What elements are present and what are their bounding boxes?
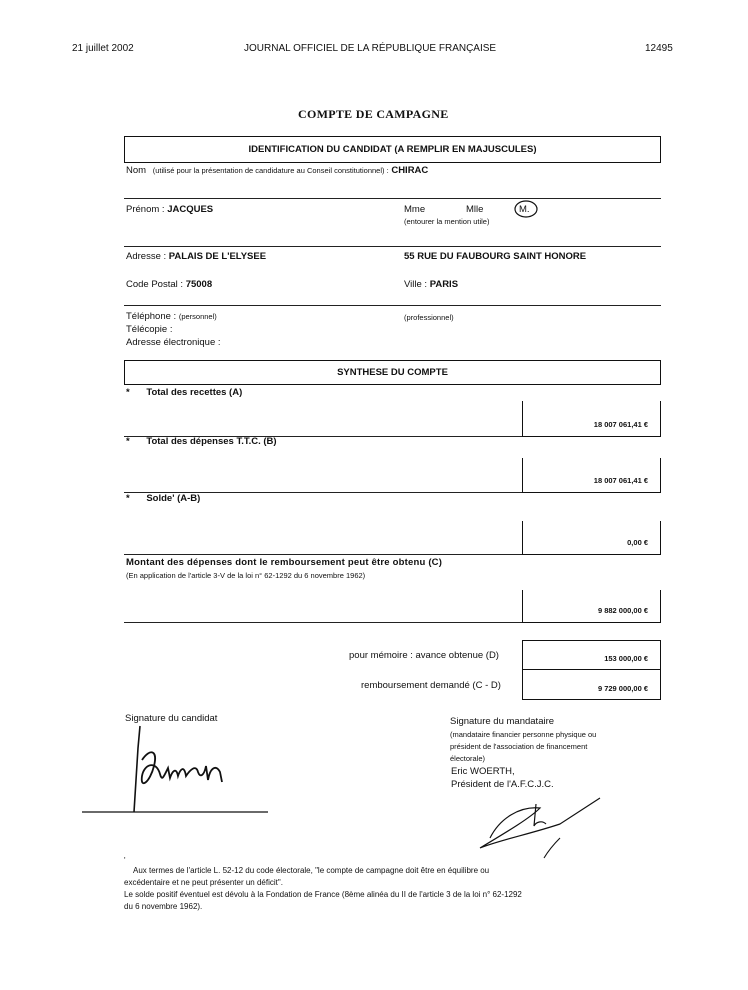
telecopie-label: Télécopie : <box>126 324 173 335</box>
mandataire-signature <box>460 778 610 868</box>
footnote-line-1: Aux termes de l'article L. 52-12 du code électorale, "le compte de campagne doit être en équilibre ou <box>133 866 490 875</box>
header-page-number: 12495 <box>645 43 673 54</box>
avance-value: 153 000,00 € <box>604 654 648 663</box>
avance-amount-box <box>522 640 661 670</box>
nom-value: CHIRAC <box>391 165 429 176</box>
prenom-value: JACQUES <box>167 204 214 215</box>
mandataire-note-3: électorale) <box>450 754 486 763</box>
star-marker: * <box>126 387 130 398</box>
code-postal-label: Code Postal : <box>126 279 184 290</box>
footnote-line-2: excédentaire et ne peut présenter un déficit". <box>124 878 283 887</box>
footnote-marker: ' <box>124 856 126 865</box>
solde-amount-box <box>522 521 661 555</box>
solde-label: Solde' (A-B) <box>146 493 201 504</box>
montant-value: 9 882 000,00 € <box>597 606 648 615</box>
adresse-label: Adresse : <box>126 251 167 262</box>
civility-mme: Mme <box>404 204 426 215</box>
civility-circle-mark <box>513 199 539 219</box>
prenom-row <box>126 204 213 215</box>
recettes-amount-box <box>522 401 661 437</box>
mandataire-name: Eric WOERTH, <box>451 766 515 777</box>
solde-value: 0,00 € <box>627 538 648 547</box>
divider <box>124 305 661 306</box>
nom-label: Nom <box>126 165 147 176</box>
civility-m: M. <box>519 204 530 215</box>
synthese-heading: SYNTHESE DU COMPTE <box>337 367 448 378</box>
nom-note: (utilisé pour la présentation de candidature au Conseil constitutionnel) : <box>152 166 389 175</box>
nom-row <box>126 165 428 176</box>
ville-row <box>404 279 458 290</box>
candidate-signature <box>80 720 270 830</box>
prenom-label: Prénom : <box>126 204 165 215</box>
solde-row <box>126 493 200 504</box>
mandataire-note-2: président de l'association de financement <box>450 742 588 751</box>
mandataire-note-1: (mandataire financier personne physique ou <box>450 730 597 739</box>
code-postal-row <box>126 279 212 290</box>
star-marker: * <box>126 436 130 447</box>
signature-mandataire-label: Signature du mandataire <box>450 716 555 727</box>
remboursement-amount-box <box>522 669 661 700</box>
recettes-row <box>126 387 242 398</box>
synthese-heading-box <box>124 360 661 385</box>
depenses-label: Total des dépenses T.T.C. (B) <box>146 436 277 447</box>
montant-label: Montant des dépenses dont le remboursement peut être obtenu (C) <box>126 557 443 568</box>
mandataire-title: Président de l'A.F.C.J.C. <box>451 779 554 790</box>
civility-mlle: Mlle <box>466 204 484 215</box>
header-journal: JOURNAL OFFICIEL DE LA RÉPUBLIQUE FRANÇAISE <box>244 43 497 54</box>
civility-note: (entourer la mention utile) <box>404 217 490 226</box>
depenses-row <box>126 436 277 447</box>
avance-label: pour mémoire : avance obtenue (D) <box>349 650 499 661</box>
divider <box>124 246 661 247</box>
identification-heading: IDENTIFICATION DU CANDIDAT (A REMPLIR EN MAJUSCULES) <box>248 144 537 155</box>
adresse-value-2: 55 RUE DU FAUBOURG SAINT HONORE <box>404 251 587 262</box>
recettes-value: 18 007 061,41 € <box>593 420 648 429</box>
telephone-label: Téléphone : <box>126 311 177 322</box>
telephone-personnel: (personnel) <box>178 312 217 321</box>
divider <box>124 198 661 199</box>
ville-value: PARIS <box>429 279 459 290</box>
remboursement-label: remboursement demandé (C - D) <box>361 680 501 691</box>
divider <box>124 554 524 555</box>
remboursement-value: 9 729 000,00 € <box>597 684 648 693</box>
divider <box>124 622 524 623</box>
depenses-amount-box <box>522 458 661 493</box>
ville-label: Ville : <box>404 279 428 290</box>
adresse-row <box>126 251 266 262</box>
identification-heading-box <box>124 136 661 163</box>
adresse-value: PALAIS DE L'ELYSEE <box>168 251 267 262</box>
montant-note: (En application de l'article 3-V de la loi n° 62-1292 du 6 novembre 1962) <box>126 571 366 580</box>
telephone-professionnel: (professionnel) <box>404 313 454 322</box>
star-marker: * <box>126 493 130 504</box>
code-postal-value: 75008 <box>185 279 213 290</box>
telephone-row <box>126 311 217 322</box>
page-title: COMPTE DE CAMPAGNE <box>298 107 449 121</box>
email-label: Adresse électronique : <box>126 337 221 348</box>
depenses-value: 18 007 061,41 € <box>593 476 648 485</box>
footnote-line-3: Le solde positif éventuel est dévolu à la Fondation de France (8ème alinéa du II de l'article 3 de la loi n° 62-1292 <box>124 890 522 899</box>
montant-amount-box <box>522 590 661 623</box>
signature-candidat-label: Signature du candidat <box>125 713 218 724</box>
header-date: 21 juillet 2002 <box>72 43 134 54</box>
footnote-line-4: du 6 novembre 1962). <box>124 902 203 911</box>
recettes-label: Total des recettes (A) <box>146 387 243 398</box>
